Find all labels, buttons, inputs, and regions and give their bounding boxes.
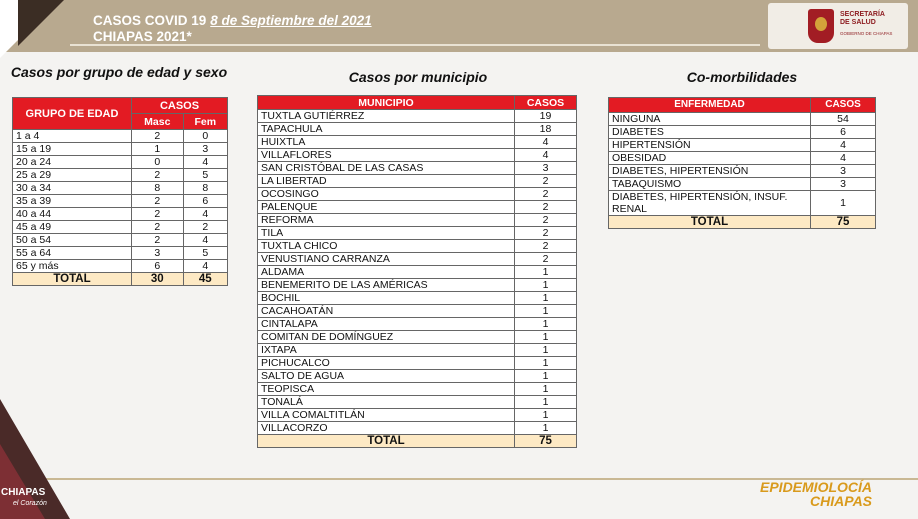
age-row: [13, 169, 228, 182]
municipio-cell-casos: 2: [515, 188, 577, 201]
municipio-cell-casos: 1: [515, 396, 577, 409]
age-cell-masc: 2: [132, 195, 184, 208]
comorb-cell-casos: 4: [811, 139, 876, 152]
age-header-group: GRUPO DE EDAD: [13, 98, 132, 130]
age-cell-group: 65 y más: [13, 260, 132, 273]
comorb-row: [609, 113, 876, 126]
age-cell-masc: 0: [132, 156, 184, 169]
municipio-cell-casos: 4: [515, 149, 577, 162]
epi-line1: EPIDEMIOLOCÍA: [760, 479, 873, 495]
age-section-title: Casos por grupo de edad y sexo: [10, 64, 228, 80]
title-date: 8 de Septiembre del 2021: [210, 13, 372, 28]
age-cell-fem: 4: [183, 156, 227, 169]
age-row: [13, 247, 228, 260]
epi-line2: CHIAPAS: [810, 493, 873, 509]
municipio-cell-name: OCOSINGO: [258, 188, 515, 201]
municipio-header-name: MUNICIPIO: [258, 96, 515, 110]
municipio-cell-casos: 2: [515, 227, 577, 240]
age-cell-group: 20 a 24: [13, 156, 132, 169]
municipio-cell-casos: 1: [515, 422, 577, 435]
municipio-total-label: TOTAL: [258, 435, 515, 448]
municipio-total-casos: 75: [515, 435, 577, 448]
municipio-row: [258, 370, 577, 383]
municipio-cell-name: IXTAPA: [258, 344, 515, 357]
municipio-cell-casos: 1: [515, 292, 577, 305]
comorb-cell-casos: 6: [811, 126, 876, 139]
secretaria-salud-logo: [768, 3, 908, 49]
municipio-cell-name: BENEMERITO DE LAS AMÉRICAS: [258, 279, 515, 292]
age-cell-group: 50 a 54: [13, 234, 132, 247]
municipio-row: [258, 201, 577, 214]
municipio-cell-casos: 1: [515, 318, 577, 331]
municipio-row: [258, 123, 577, 136]
comorb-total-label: TOTAL: [609, 216, 811, 229]
age-row: [13, 195, 228, 208]
municipio-row: [258, 331, 577, 344]
logo-subtext: GOBIERNO DE CHIAPAS: [840, 31, 893, 36]
municipio-cell-name: VILLA COMALTITLÁN: [258, 409, 515, 422]
age-cell-masc: 2: [132, 169, 184, 182]
comorb-cell-name: DIABETES, HIPERTENSIÓN, INSUF. RENAL: [609, 191, 811, 216]
municipio-cell-casos: 2: [515, 175, 577, 188]
municipio-cell-name: SAN CRISTÓBAL DE LAS CASAS: [258, 162, 515, 175]
age-cell-group: 45 a 49: [13, 221, 132, 234]
municipio-cell-name: TUXTLA GUTIÉRREZ: [258, 110, 515, 123]
age-row: [13, 182, 228, 195]
age-cell-fem: 4: [183, 260, 227, 273]
comorb-header-name: ENFERMEDAD: [609, 98, 811, 113]
corner-decoration-dark: [18, 0, 64, 46]
age-header-masc: Masc: [132, 114, 184, 130]
age-cell-fem: 4: [183, 208, 227, 221]
municipio-cell-name: CACAHOATÁN: [258, 305, 515, 318]
municipio-cell-name: TUXTLA CHICO: [258, 240, 515, 253]
municipio-row: [258, 422, 577, 435]
comorb-row: [609, 139, 876, 152]
comorb-row: [609, 191, 876, 216]
municipio-cell-casos: 1: [515, 331, 577, 344]
comorb-cell-name: DIABETES: [609, 126, 811, 139]
municipio-section-title: Casos por municipio: [348, 69, 488, 85]
municipio-cell-name: VENUSTIANO CARRANZA: [258, 253, 515, 266]
municipio-row: [258, 357, 577, 370]
municipio-cell-casos: 4: [515, 136, 577, 149]
municipio-cell-casos: 2: [515, 214, 577, 227]
age-cell-fem: 2: [183, 221, 227, 234]
municipio-row: [258, 110, 577, 123]
age-table: [12, 97, 228, 286]
municipio-row: [258, 292, 577, 305]
municipio-cell-name: CINTALAPA: [258, 318, 515, 331]
municipio-cell-name: BOCHIL: [258, 292, 515, 305]
state-emblem-icon: [808, 9, 834, 43]
municipio-cell-casos: 2: [515, 240, 577, 253]
municipio-cell-casos: 1: [515, 279, 577, 292]
age-header-fem: Fem: [183, 114, 227, 130]
age-total-row: [13, 273, 228, 286]
comorb-cell-name: DIABETES, HIPERTENSIÓN: [609, 165, 811, 178]
municipio-row: [258, 214, 577, 227]
chiapas-brand-logo: [1, 488, 47, 509]
municipio-cell-name: VILLAFLORES: [258, 149, 515, 162]
age-row: [13, 260, 228, 273]
age-cell-fem: 5: [183, 247, 227, 260]
age-cell-fem: 0: [183, 130, 227, 143]
age-cell-fem: 4: [183, 234, 227, 247]
municipio-cell-casos: 2: [515, 253, 577, 266]
municipio-cell-name: PICHUCALCO: [258, 357, 515, 370]
age-row: [13, 143, 228, 156]
municipio-row: [258, 136, 577, 149]
municipio-row: [258, 396, 577, 409]
comorb-table: [608, 97, 876, 229]
municipio-row: [258, 240, 577, 253]
comorb-header-casos: CASOS: [811, 98, 876, 113]
municipio-row: [258, 149, 577, 162]
comorb-cell-casos: 54: [811, 113, 876, 126]
municipio-cell-casos: 18: [515, 123, 577, 136]
municipio-table: [257, 95, 577, 448]
age-total-label: TOTAL: [13, 273, 132, 286]
age-cell-masc: 2: [132, 208, 184, 221]
comorb-cell-casos: 3: [811, 165, 876, 178]
epidemiologia-logo: [760, 480, 872, 508]
age-cell-masc: 8: [132, 182, 184, 195]
age-row: [13, 208, 228, 221]
municipio-cell-name: TAPACHULA: [258, 123, 515, 136]
age-cell-masc: 6: [132, 260, 184, 273]
comorb-cell-name: TABAQUISMO: [609, 178, 811, 191]
page-title: [93, 13, 372, 45]
comorb-cell-casos: 3: [811, 178, 876, 191]
age-cell-masc: 1: [132, 143, 184, 156]
municipio-cell-name: SALTO DE AGUA: [258, 370, 515, 383]
municipio-row: [258, 175, 577, 188]
municipio-row: [258, 305, 577, 318]
municipio-cell-casos: 19: [515, 110, 577, 123]
age-row: [13, 234, 228, 247]
municipio-row: [258, 162, 577, 175]
age-cell-fem: 5: [183, 169, 227, 182]
brand-main: CHIAPAS: [1, 487, 46, 498]
municipio-cell-name: ALDAMA: [258, 266, 515, 279]
municipio-cell-casos: 3: [515, 162, 577, 175]
municipio-cell-name: TEOPISCA: [258, 383, 515, 396]
comorb-cell-casos: 1: [811, 191, 876, 216]
title-part1: CASOS COVID 19: [93, 13, 207, 28]
age-cell-masc: 2: [132, 234, 184, 247]
comorb-section-title: Co-morbilidades: [686, 69, 798, 85]
age-total-masc: 30: [132, 273, 184, 286]
municipio-row: [258, 383, 577, 396]
comorb-cell-name: OBESIDAD: [609, 152, 811, 165]
municipio-cell-name: COMITAN DE DOMÍNGUEZ: [258, 331, 515, 344]
municipio-cell-casos: 1: [515, 370, 577, 383]
municipio-cell-casos: 1: [515, 305, 577, 318]
brand-sub: el Corazón: [13, 500, 47, 507]
age-cell-group: 1 a 4: [13, 130, 132, 143]
comorb-row: [609, 152, 876, 165]
comorb-cell-name: HIPERTENSIÓN: [609, 139, 811, 152]
age-row: [13, 130, 228, 143]
comorb-cell-casos: 4: [811, 152, 876, 165]
municipio-cell-casos: 1: [515, 383, 577, 396]
municipio-total-row: [258, 435, 577, 448]
municipio-row: [258, 266, 577, 279]
municipio-row: [258, 253, 577, 266]
municipio-cell-casos: 1: [515, 357, 577, 370]
age-total-fem: 45: [183, 273, 227, 286]
municipio-cell-name: LA LIBERTAD: [258, 175, 515, 188]
age-cell-group: 55 a 64: [13, 247, 132, 260]
age-cell-fem: 6: [183, 195, 227, 208]
age-cell-group: 30 a 34: [13, 182, 132, 195]
municipio-cell-name: VILLACORZO: [258, 422, 515, 435]
municipio-row: [258, 344, 577, 357]
comorb-row: [609, 178, 876, 191]
comorb-cell-name: NINGUNA: [609, 113, 811, 126]
age-cell-group: 40 a 44: [13, 208, 132, 221]
municipio-cell-name: PALENQUE: [258, 201, 515, 214]
age-cell-masc: 2: [132, 130, 184, 143]
age-row: [13, 156, 228, 169]
municipio-header-casos: CASOS: [515, 96, 577, 110]
age-cell-fem: 3: [183, 143, 227, 156]
municipio-cell-name: REFORMA: [258, 214, 515, 227]
municipio-row: [258, 409, 577, 422]
age-row: [13, 221, 228, 234]
comorb-total-casos: 75: [811, 216, 876, 229]
age-cell-masc: 3: [132, 247, 184, 260]
age-cell-group: 35 a 39: [13, 195, 132, 208]
logo-text: SECRETARÍA DE SALUD: [840, 11, 885, 26]
municipio-cell-name: TONALÁ: [258, 396, 515, 409]
municipio-row: [258, 227, 577, 240]
municipio-row: [258, 188, 577, 201]
municipio-row: [258, 279, 577, 292]
comorb-total-row: [609, 216, 876, 229]
comorb-row: [609, 126, 876, 139]
age-cell-fem: 8: [183, 182, 227, 195]
age-cell-masc: 2: [132, 221, 184, 234]
title-line2: CHIAPAS 2021*: [93, 29, 192, 44]
municipio-cell-casos: 2: [515, 201, 577, 214]
comorb-row: [609, 165, 876, 178]
municipio-cell-name: TILA: [258, 227, 515, 240]
municipio-cell-name: HUIXTLA: [258, 136, 515, 149]
age-cell-group: 15 a 19: [13, 143, 132, 156]
age-cell-group: 25 a 29: [13, 169, 132, 182]
municipio-cell-casos: 1: [515, 266, 577, 279]
municipio-cell-casos: 1: [515, 409, 577, 422]
age-header-cases: CASOS: [132, 98, 228, 114]
municipio-cell-casos: 1: [515, 344, 577, 357]
municipio-row: [258, 318, 577, 331]
